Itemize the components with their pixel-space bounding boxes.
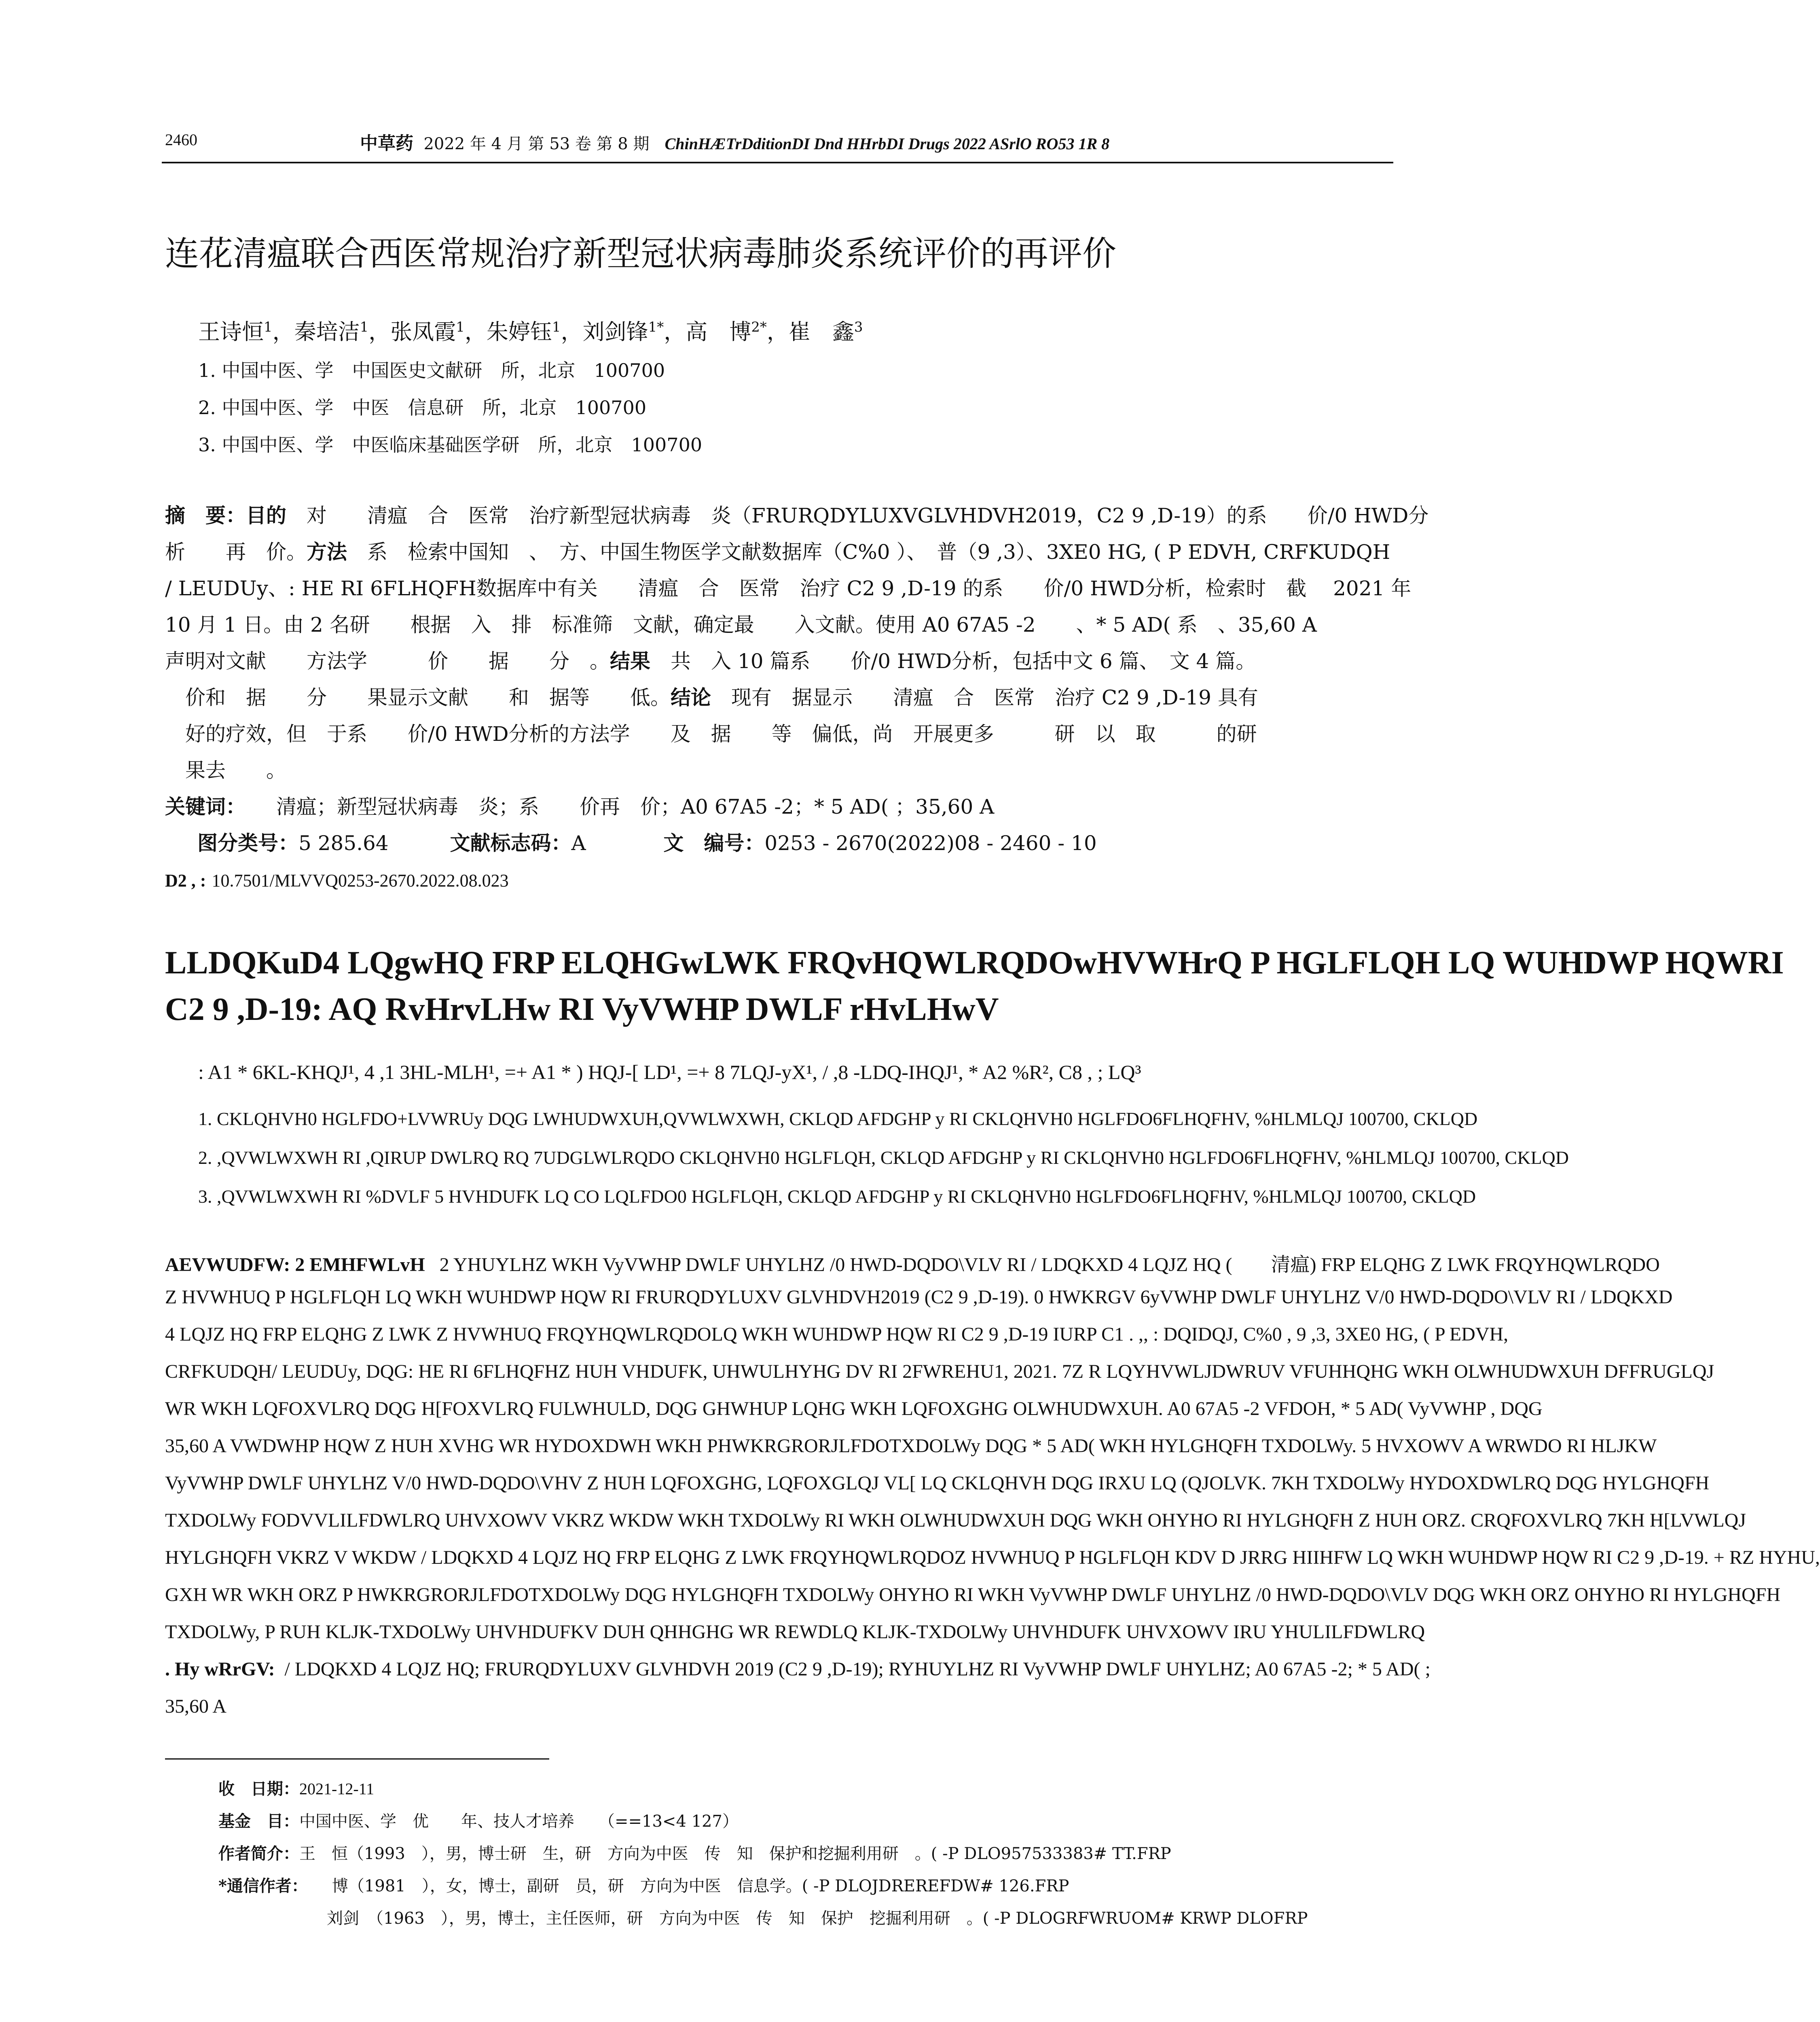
abstract-cn-line bbox=[165, 651, 1256, 671]
author-separator: ， bbox=[664, 319, 686, 345]
keywords-en-text: 35,60 A bbox=[165, 1696, 227, 1717]
author-name-cn: 张凤霞 bbox=[390, 319, 456, 345]
abstract-en-line bbox=[165, 1249, 1660, 1277]
footnote-rule bbox=[165, 1758, 549, 1760]
abstract-cn-text: 共 入 10 篇系 价/0 HWD分析，包括中文 6 篇、 文 4 篇。 bbox=[650, 649, 1256, 673]
affiliation-en-3: 3. ,QVWLWXWH RI %DVLF 5 HVHDUFK LQ CO LQLFDO0 HGLFLQH, CKLQD AFDGHP y RI CKLQHVH0 HGLFDO6FLHQFHV, %HLMLQJ 100700, CKLQD bbox=[198, 1186, 1476, 1207]
doc-code-label: 文献标志码： bbox=[450, 831, 571, 855]
doi-line bbox=[165, 870, 509, 891]
keywords-cn bbox=[165, 797, 994, 817]
author-separator: ， bbox=[561, 319, 583, 345]
keywords-en-label: . Hy wRrGV: bbox=[165, 1658, 275, 1680]
authors-cn bbox=[198, 315, 863, 346]
abstract-en-line: TXDOLWy FODVVLILFDWLRQ UHVXOWV VKRZ WKDW WKH TXDOLWy RI WKH OLWHUDWXUH DQG WKH OHYHO RI HYLGHQFH Z HUH ORZ. CRQFOXVLRQ 7KH H[LVWLQJ bbox=[165, 1510, 1746, 1531]
author-separator: ， bbox=[464, 319, 487, 345]
abstract-objective-label: 目的 bbox=[246, 504, 286, 527]
title-cn: 连花清瘟联合西医常规治疗新型冠状病毒肺炎系统评价的再评价 bbox=[165, 234, 1117, 273]
abstract-methods-label: 方法 bbox=[307, 540, 347, 564]
authors-en: : A1 * 6KL-KHQJ¹, 4 ,1 3HL-MLH¹, =+ A1 * ) HQJ-[ LD¹, =+ 8 7LQJ-yX¹, / ,8 -LDQ-IHQJ¹, * A2 %R², C8 , ; LQ³ bbox=[198, 1061, 1141, 1083]
abstract-en-line: 4 LQJZ HQ FRP ELQHG Z LWK Z HVWHUQ FRQYHQWLRQDOLQ WKH WUHDWP HQW RI C2 9 ,D-19 IURP C1 . ,, : DQIDQJ, C%0 , 9 ,3, 3XE0 HG, ( P EDVH, bbox=[165, 1324, 1509, 1345]
author-affiliation-mark: 1 bbox=[360, 319, 369, 335]
doi-value: 10.7501/MLVVQ0253-2670.2022.08.023 bbox=[212, 871, 509, 890]
header-rule bbox=[162, 162, 1393, 163]
author-name-cn: 王诗恒 bbox=[198, 319, 264, 345]
abstract-cn-line: / LEUDUy、: HE RI 6FLHQFH数据库中有关 清瘟 合 医常 治疗 C2 9 ,D-19 的系 价/0 HWD分析，检索时 截 2021 年 bbox=[165, 577, 1412, 600]
abstract-en-line: Z HVWHUQ P HGLFLQH LQ WKH WUHDWP HQW RI FRURQDYLUXV GLVHDVH2019 (C2 9 ,D-19). 0 HWKRGV 6yVWHP DWLF UHYLHZ V/0 HWD-DQDO\VLV RI / LDQKXD bbox=[165, 1286, 1673, 1308]
article-no-value: 0253 - 2670(2022)08 - 2460 - 10 bbox=[764, 831, 1097, 855]
author-bio-text: 王 恒（1993 ），男，博士研 生，研 方向为中医 传 知 保护和挖掘利用研 。( -P DLO957533383# TT.FRP bbox=[299, 1844, 1171, 1863]
abstract-en-line: CRFKUDQH/ LEUDUy, DQG: HE RI 6FLHQFHZ HUH VHDUFK, UHWULHYHG DV RI 2FWREHU1, 2021. 7Z R LQYHVWLJDWRUV VFUHHQHG WKH OLWHUDWXUH DFFRUGLQJ bbox=[165, 1361, 1714, 1382]
abstract-en-line: GXH WR WKH ORZ P HWKRGRORJLFDOTXDOLWy DQG HYLGHQFH TXDOLWy OHYHO RI WKH VyVWHP DWLF UHYLHZ /0 HWD-DQDO\VLV DQG WKH ORZ OHYHO RI HYLGHQFH bbox=[165, 1584, 1781, 1605]
fund-label: 基金 目： bbox=[218, 1812, 299, 1831]
classification-line bbox=[197, 833, 1097, 853]
abstract-cn-text: 对 清瘟 合 医常 治疗新型冠状病毒 炎（FRURQDYLUXVGLVHDVH2019，C2 9 ,D-19）的系 价/0 HWD分 bbox=[286, 504, 1429, 527]
footnote-corresponding-2: 刘剑 （1963 ），男，博士，主任医师，研 方向为中医 传 知 保护 挖掘利用研 。( -P DLOGRFWRUOM# KRWP DLOFRP bbox=[327, 1909, 1308, 1928]
keywords-cn-label: 关键词： bbox=[165, 795, 236, 819]
affiliation-en-2: 2. ,QVWLWXWH RI ,QIRUP DWLRQ RQ 7UDGLWLRQDO CKLQHVH0 HGLFLQH, CKLQD AFDGHP y RI CKLQHVH0 HGLFDO6FLHQFHV, %HLMLQJ 100700, CKLQD bbox=[198, 1147, 1569, 1168]
abstract-en-line: 35,60 A VWDWHP HQW Z HUH XVHG WR HYDOXDWH WKH PHWKRGRORJLFDOTXDOLWy DQG * 5 AD( WKH HYLGHQFH TXDOLWy. 5 HVXOWV A WRWDO RI HLJKW bbox=[165, 1435, 1657, 1457]
abstract-en-text: 2 YHUYLHZ WKH VyVWHP DWLF UHYLHZ /0 HWD-DQDO\VLV RI / LDQKXD 4 LQJZ HQ ( 清瘟) FRP ELQHG Z LWK FRQYHQWLRQDO bbox=[439, 1254, 1660, 1275]
affiliation-cn-3: 3. 中国中医、学 中医临床基础医学研 所，北京 100700 bbox=[198, 434, 703, 456]
footnote-fund bbox=[218, 1808, 739, 1832]
abstract-cn-line: 好的疗效，但 于系 价/0 HWD分析的方法学 及 据 等 偏低，尚 开展更多 研 以 取 的研 bbox=[165, 722, 1257, 746]
affiliation-cn-2: 2. 中国中医、学 中医 信息研 所，北京 100700 bbox=[198, 397, 647, 419]
footnote-corresponding bbox=[218, 1873, 1069, 1896]
abstract-results-label: 结果 bbox=[610, 649, 650, 673]
journal-name-en: ChinHÆTrDditionDI Dnd HHrbDI Drugs 2022 ASrlO RO53 1R 8 bbox=[665, 135, 1110, 153]
keywords-en bbox=[165, 1658, 1431, 1680]
doi-label: D2 , : bbox=[165, 871, 206, 890]
journal-issue-cn: 2022 年 4 月 第 53 卷 第 8 期 bbox=[423, 135, 650, 153]
abstract-cn-text: 声明对文献 方法学 价 据 分 。 bbox=[165, 649, 610, 673]
journal-header bbox=[360, 129, 1109, 154]
corresponding-text-1: 博（1981 ），女，博士，副研 员，研 方向为中医 信息学。( -P DLOJDREREFDW# 126.FRP bbox=[299, 1877, 1069, 1895]
page-number: 2460 bbox=[165, 131, 197, 149]
title-en-line: LLDQKuD4 LQgwHQ FRP ELQHGwLWK FRQvHQWLRQDOwHVWHrQ P HGLFLQH LQ WUHDWP HQWRI bbox=[165, 945, 1784, 981]
abstract-cn-line bbox=[165, 506, 1428, 526]
clc-value: 5 285.64 bbox=[298, 831, 389, 855]
abstract-en-line: VyVWHP DWLF UHYLHZ V/0 HWD-DQDO\VHV Z HUH LQFOXGHG, LQFOXGLQJ VL[ LQ CKLQHVH DQG IRXU LQ (QJOLVK. 7KH TXDOLWy HYDOXDWLRQ DQG HYLGHQFH bbox=[165, 1472, 1710, 1494]
received-date: 2021-12-11 bbox=[299, 1780, 375, 1798]
abstract-cn-text: 现有 据显示 清瘟 合 医常 治疗 C2 9 ,D-19 具有 bbox=[711, 686, 1258, 709]
abstract-cn-label: 摘 要： bbox=[165, 504, 246, 527]
author-name-cn: 朱婷钰 bbox=[486, 319, 552, 345]
abstract-cn-line bbox=[165, 542, 1390, 562]
abstract-cn-text: 析 再 价。 bbox=[165, 540, 307, 564]
author-affiliation-mark: 1* bbox=[648, 319, 664, 335]
title-en bbox=[165, 940, 1784, 1033]
author-name-cn: 刘剑锋 bbox=[582, 319, 648, 345]
abstract-en-label: AEVWUDFW: 2 EMHFWLvH bbox=[165, 1254, 425, 1275]
affiliation-en-1: 1. CKLQHVH0 HGLFDO+LVWRUy DQG LWHUDWXUH,QVWLWXWH, CKLQD AFDGHP y RI CKLQHVH0 HGLFDO6FLHQFHV, %HLMLQJ 100700, CKLQD bbox=[198, 1108, 1478, 1129]
footnote-received bbox=[218, 1776, 374, 1799]
author-separator: ， bbox=[368, 319, 391, 345]
author-name-cn: 秦培洁 bbox=[294, 319, 360, 345]
journal-name-cn: 中草药 bbox=[360, 133, 413, 154]
article-no-label: 文 编号： bbox=[663, 831, 765, 855]
author-affiliation-mark: 2* bbox=[751, 319, 767, 335]
abstract-cn-line: 果去 。 bbox=[165, 759, 286, 782]
abstract-cn-text: 系 检索中国知 、 方、中国生物医学文献数据库（C%0 ）、 普（9 ,3）、3XE0 HG, ( P EDVH, CRFKUDQH bbox=[347, 540, 1390, 564]
affiliation-cn-1: 1. 中国中医、学 中国医史文献研 所，北京 100700 bbox=[198, 360, 665, 381]
footnote-author bbox=[218, 1841, 1171, 1864]
abstract-en-line: HYLGHQFH VKRZ V WKDW / LDQKXD 4 LQJZ HQ FRP ELQHG Z LWK FRQYHQWLRQDOZ HVWHUQ P HGLFLQH KDV D JRRG HIIHFW LQ WKH WUHDWP HQW RI C2 9 ,D-19. + RZ HYHU, bbox=[165, 1547, 1820, 1568]
received-label: 收 日期： bbox=[218, 1779, 299, 1798]
abstract-cn-text: 价和 据 分 果显示文献 和 据等 低。 bbox=[165, 686, 671, 709]
clc-label: 图分类号： bbox=[197, 831, 298, 855]
author-affiliation-mark: 1 bbox=[456, 319, 465, 335]
corresponding-label: *通信作者： bbox=[218, 1876, 300, 1895]
keywords-cn-text: 清瘟；新型冠状病毒 炎；系 价再 价；A0 67A5 -2；* 5 AD( ；35,60 A bbox=[236, 795, 995, 819]
abstract-cn-line: 10 月 1 日。由 2 名研 根据 入 排 标准筛 文献，确定最 入文献。使用 A0 67A5 -2 、* 5 AD( 系 、35,60 A bbox=[165, 613, 1317, 637]
author-affiliation-mark: 1 bbox=[264, 319, 273, 335]
abstract-en-line: WR WKH LQFOXVLRQ DQG H[FOXVLRQ FULWHULD, DQG GHWHUP LQHG WKH LQFOXGHG OLWHUDWXUH. A0 67A5 -2 VFDOH, * 5 AD( VyVWHP , DQG bbox=[165, 1398, 1543, 1419]
title-en-line: C2 9 ,D-19: AQ RvHrvLHw RI VyVWHP DWLF rHvLHwV bbox=[165, 992, 999, 1027]
author-affiliation-mark: 3 bbox=[854, 319, 863, 335]
keywords-en-text: / LDQKXD 4 LQJZ HQ; FRURQDYLUXV GLVHDVH 2019 (C2 9 ,D-19); RYHUYLHZ RI VyVWHP DWLF UHYLHZ; A0 67A5 -2; * 5 AD( ; bbox=[284, 1658, 1431, 1680]
author-separator: ， bbox=[766, 319, 789, 345]
author-affiliation-mark: 1 bbox=[552, 319, 561, 335]
author-separator: ， bbox=[272, 319, 294, 345]
author-name-cn: 崔 鑫 bbox=[788, 319, 854, 345]
abstract-conclusion-label: 结论 bbox=[671, 686, 711, 709]
abstract-cn-line bbox=[165, 687, 1258, 708]
doc-code-value: A bbox=[571, 831, 586, 855]
author-name-cn: 高 博 bbox=[686, 319, 751, 345]
fund-text: 中国中医、学 优 年、技人才培养 （==13<4 127） bbox=[299, 1812, 739, 1831]
author-bio-label: 作者简介： bbox=[218, 1844, 299, 1863]
abstract-en-line: TXDOLWy, P RUH KLJK-TXDOLWy UHVHDUFKV DUH QHHGHG WR REWDLQ KLJK-TXDOLWy UHVHDUFK UHVXOWV IRU YHULILFDWLRQ bbox=[165, 1621, 1425, 1643]
